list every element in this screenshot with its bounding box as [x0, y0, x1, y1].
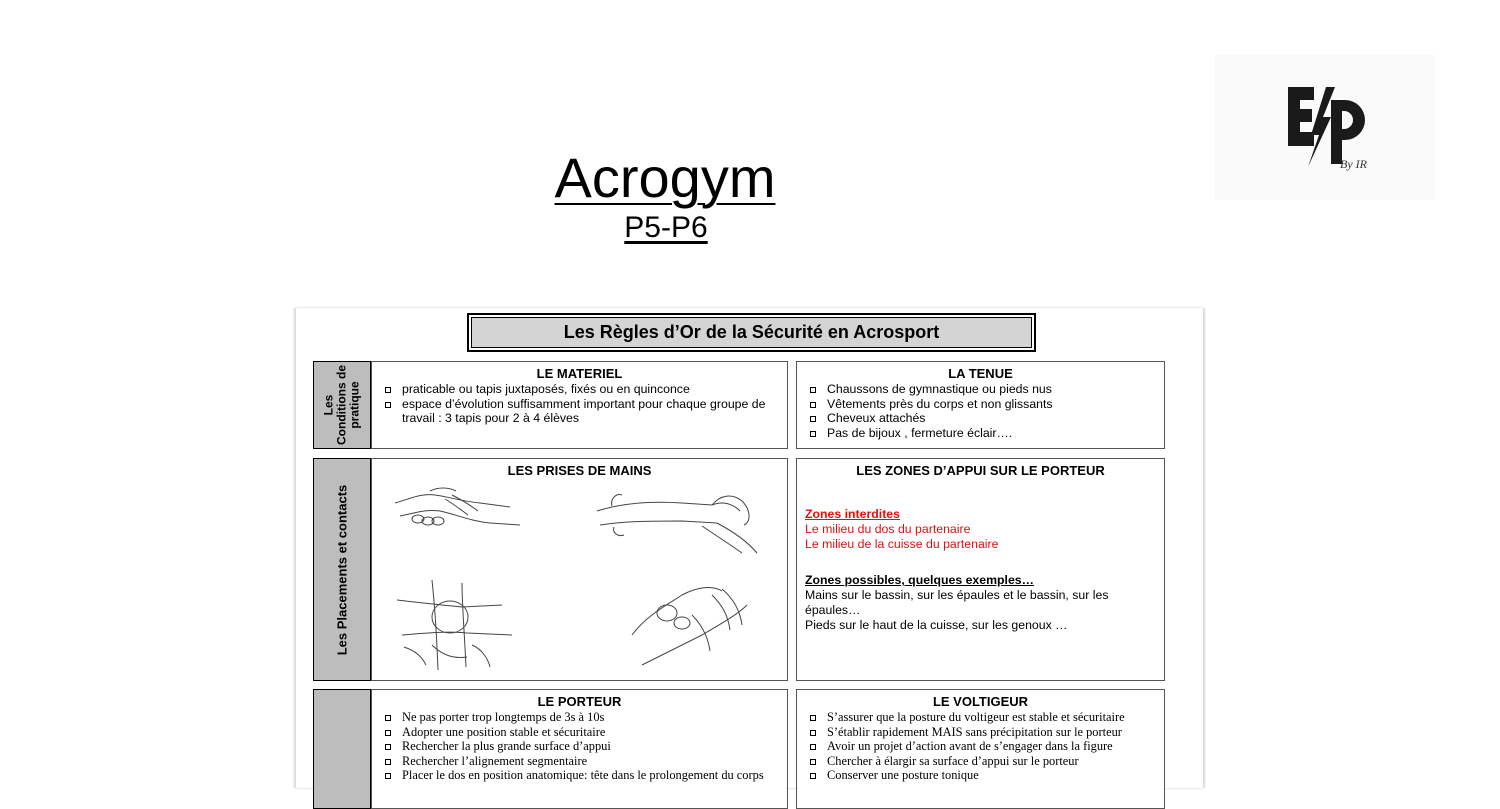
box-zones-appui: [796, 458, 1165, 681]
possible-zones-label: Zones possibles, quelques exemples…: [805, 573, 1034, 588]
cupped-hands-grip-icon: [622, 575, 762, 675]
possible-zone-item: Pieds sur le haut de la cuisse, sur les genoux …: [805, 617, 1068, 632]
sheet-title: Les Règles d’Or de la Sécurité en Acrosport: [471, 317, 1032, 348]
zones-content: [805, 507, 1155, 633]
forbidden-zones-label: Zones interdites: [805, 507, 900, 521]
list-item: Cheveux attachés: [807, 411, 1164, 426]
list-item: Chaussons de gymnastique ou pieds nus: [807, 382, 1164, 397]
list-item: Vêtements près du corps et non glissants: [807, 397, 1164, 412]
box-voltigeur: [796, 689, 1165, 809]
porteur-list: [372, 710, 787, 783]
forbidden-zone-item: Le milieu du dos du partenaire: [805, 521, 971, 536]
list-item: Chercher à élargir sa surface d’appui sur le porteur: [807, 754, 1164, 769]
interlocked-wrists-grip-icon: [392, 575, 522, 675]
box-heading: LE VOLTIGEUR: [932, 694, 1029, 709]
ep-logo-icon: [1215, 55, 1435, 200]
side-label-roles: [313, 689, 371, 809]
list-item: Avoir un projet d’action avant de s’engager dans la figure: [807, 739, 1164, 754]
side-label-conditions: Les Conditions de pratique: [313, 361, 371, 449]
page-title: Acrogym: [554, 146, 776, 209]
forearm-grip-icon: [592, 481, 762, 556]
safety-rules-sheet: [296, 308, 1203, 788]
list-item: Pas de bijoux , fermeture éclair….: [807, 426, 1164, 441]
list-item: S’assurer que la posture du voltigeur est stable et sécuritaire: [807, 710, 1164, 725]
page-subtitle: P5-P6: [624, 211, 708, 244]
box-prises-de-mains: [371, 458, 788, 681]
list-item: Rechercher l’alignement segmentaire: [382, 754, 787, 769]
list-item: Placer le dos en position anatomique: tête dans le prolongement du corps: [382, 768, 787, 783]
box-tenue: [796, 361, 1165, 449]
box-materiel: [371, 361, 788, 449]
sheet-title-frame: [467, 313, 1036, 352]
materiel-list: [372, 382, 787, 426]
possible-zone-item: Mains sur le bassin, sur les épaules et le bassin, sur les épaules…: [805, 588, 1109, 617]
list-item: Conserver une posture tonique: [807, 768, 1164, 783]
voltigeur-list: [797, 710, 1164, 783]
logo-signature: By IR: [1340, 157, 1367, 171]
box-heading: LE PORTEUR: [537, 694, 622, 709]
list-item: Ne pas porter trop longtemps de 3s à 10s: [382, 710, 787, 725]
list-item: S’établir rapidement MAIS sans précipitation sur le porteur: [807, 725, 1164, 740]
tenue-list: [797, 382, 1164, 440]
list-item: praticable ou tapis juxtaposés, fixés ou en quinconce: [382, 382, 787, 397]
box-heading: LES ZONES D’APPUI SUR LE PORTEUR: [856, 463, 1105, 478]
box-heading: LE MATERIEL: [536, 366, 623, 381]
brand-logo: [1215, 55, 1435, 200]
list-item: Adopter une position stable et sécuritaire: [382, 725, 787, 740]
box-heading: LA TENUE: [948, 366, 1013, 381]
side-label-placements: Les Placements et contacts: [313, 458, 371, 681]
box-porteur: [371, 689, 788, 809]
list-item: espace d’évolution suffisamment important pour chaque groupe de travail : 3 tapis pour 2 à 4 élèves: [382, 397, 787, 426]
box-heading: LES PRISES DE MAINS: [507, 463, 652, 478]
handshake-grip-icon: [390, 481, 530, 541]
list-item: Rechercher la plus grande surface d’appui: [382, 739, 787, 754]
forbidden-zone-item: Le milieu de la cuisse du partenaire: [805, 536, 999, 551]
